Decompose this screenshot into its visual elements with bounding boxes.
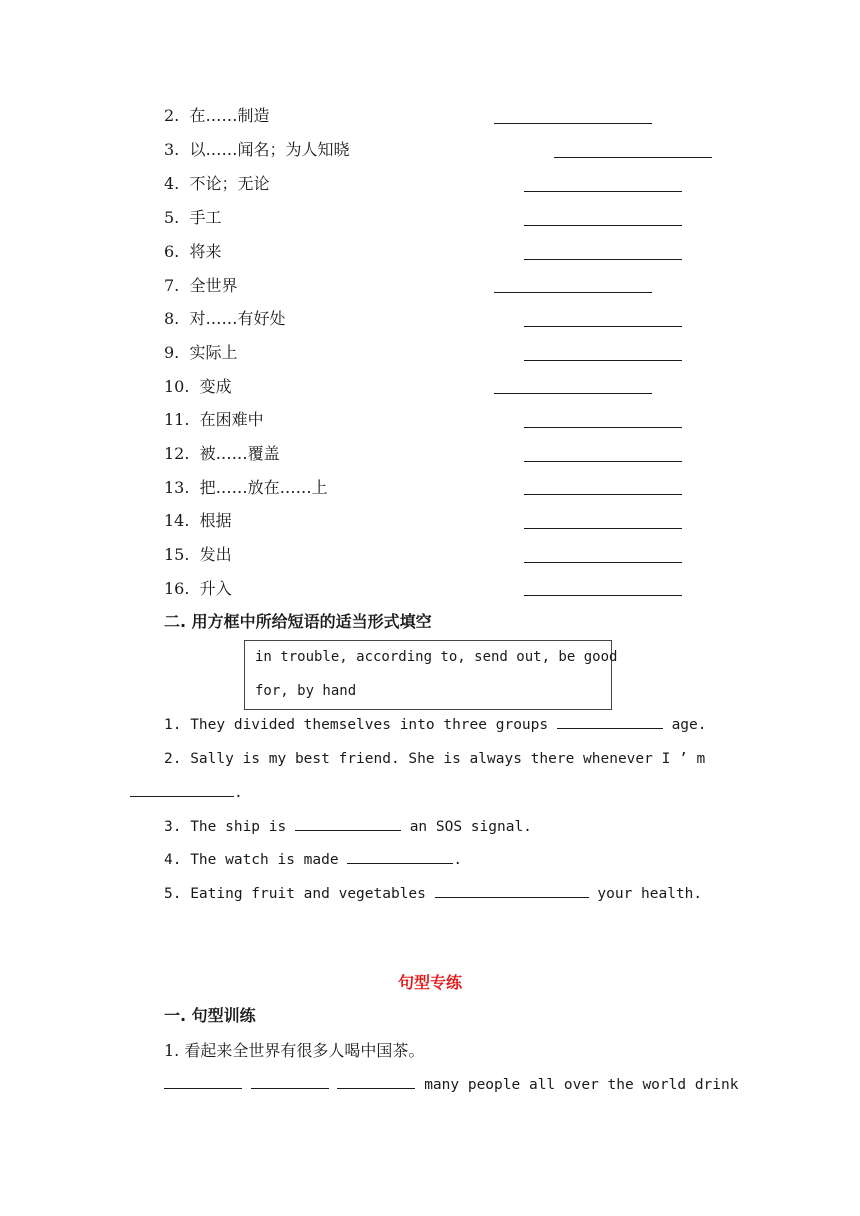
phrase-number: 14. [164,511,190,530]
question-text: an SOS signal. [409,819,532,835]
question-text: 1. 看起来全世界有很多人喝中国茶。 [164,1041,425,1060]
question-text: your health. [597,886,703,902]
phrase-number: 15. [164,545,190,564]
answer-blank[interactable] [295,816,401,831]
answer-blank[interactable] [164,1074,242,1089]
answer-blank[interactable] [524,225,682,226]
phrase-row [164,206,221,230]
answer-blank[interactable] [251,1074,329,1089]
answer-blank[interactable] [557,714,663,729]
phrase-row [164,442,280,466]
phrase-text: 把……放在……上 [199,478,328,497]
phrase-number: 2. [164,106,180,125]
phrase-row [164,341,237,365]
answer-blank[interactable] [524,326,682,327]
question-text: 5. Eating fruit and vegetables [164,886,426,902]
phrase-row [164,543,232,567]
phrase-row [164,408,264,432]
phrase-text: 被……覆盖 [199,444,280,463]
fill-question-4 [164,848,462,872]
phrase-row [164,138,349,162]
answer-blank[interactable] [524,494,682,495]
phrase-row [164,274,237,298]
answer-blank[interactable] [337,1074,415,1089]
section-title: 句型专练 [397,973,462,992]
phrase-number: 4. [164,174,180,193]
phrase-number: 12. [164,444,190,463]
fill-question-5 [164,882,702,906]
fill-question-3 [164,815,532,839]
phrase-row [164,375,232,399]
phrase-text: 在困难中 [199,410,264,429]
answer-blank[interactable] [524,191,682,192]
phrase-text: 发出 [199,545,232,564]
phrase-number: 8. [164,309,180,328]
question-text: 2. Sally is my best friend. She is always there whenever I ’ m [164,751,706,767]
phrase-text: 根据 [199,511,232,530]
question-text: 1. They divided themselves into three groups [164,717,549,733]
phrase-text: 实际上 [189,343,238,362]
translate-question-1 [164,1039,424,1063]
phrase-text: 变成 [199,377,232,396]
phrase-row [164,509,232,533]
phrase-number: 13. [164,478,190,497]
phrase-row [164,104,269,128]
question-text: . [234,785,243,801]
answer-blank[interactable] [524,461,682,462]
phrase-number: 9. [164,343,180,362]
phrase-text: 将来 [189,242,222,261]
phrase-row [164,577,232,601]
section-heading: 二. 用方框中所给短语的适当形式填空 [164,612,432,631]
phrase-text: 对……有好处 [189,309,286,328]
answer-blank[interactable] [524,562,682,563]
question-text: . [453,852,463,868]
fill-question-2 [164,747,705,771]
answer-blank[interactable] [494,292,652,293]
phrase-text: 在……制造 [189,106,270,125]
answer-blank[interactable] [524,360,682,361]
phrase-number: 6. [164,242,180,261]
answer-blank[interactable] [494,123,652,124]
phrase-number: 7. [164,276,180,295]
phrase-number: 11. [164,410,190,429]
answer-blank[interactable] [524,528,682,529]
phrase-number: 10. [164,377,190,396]
question-text: 3. The ship is [164,819,287,835]
answer-blank[interactable] [435,883,589,898]
phrase-row [164,172,269,196]
answer-blank[interactable] [524,259,682,260]
question-text: 4. The watch is made [164,852,339,868]
phrase-row [164,240,221,264]
answer-blank[interactable] [524,427,682,428]
phrase-number: 3. [164,140,180,159]
phrase-number: 5. [164,208,180,227]
answer-blank[interactable] [554,157,712,158]
answer-blank[interactable] [347,849,453,864]
phrase-text: 以……闻名；为人知晓 [189,140,350,159]
translate-answer-line [164,1073,738,1097]
phrase-text: 全世界 [189,276,238,295]
answer-blank[interactable] [130,782,234,797]
fill-question-1 [164,713,707,737]
question-text: many people all over the world drink [424,1077,739,1093]
question-text: age. [671,717,707,733]
box-line: in trouble, according to, send out, be good [255,649,618,665]
phrase-text: 手工 [189,208,222,227]
phrase-text: 升入 [199,579,232,598]
answer-blank[interactable] [524,595,682,596]
fill-question-2-cont [130,781,243,805]
phrase-text: 不论；无论 [189,174,270,193]
answer-blank[interactable] [494,393,652,394]
phrase-number: 16. [164,579,190,598]
phrase-row [164,307,285,331]
box-line: for, by hand [255,683,357,699]
phrase-box [244,640,618,710]
phrase-row [164,476,328,500]
section-heading: 一. 句型训练 [164,1006,256,1025]
